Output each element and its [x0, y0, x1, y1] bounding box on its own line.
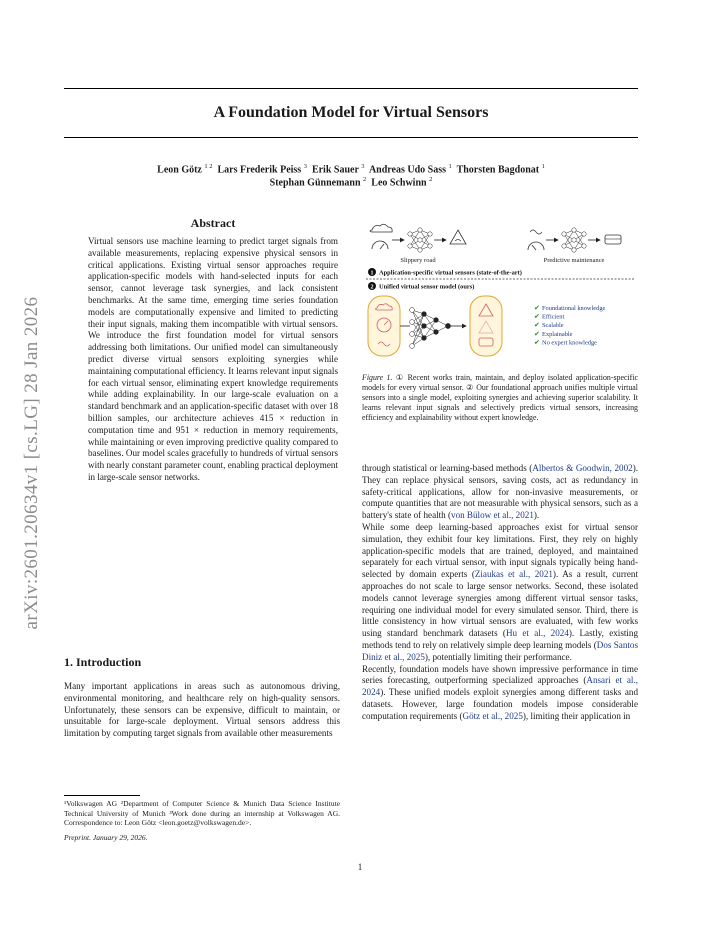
text: ), limiting their application in — [522, 710, 631, 721]
citation-link[interactable]: Götz et al., 2025 — [462, 710, 523, 721]
label-state-of-the-art: Application-specific virtual sensors (state-of-the-art) — [379, 269, 522, 277]
paper-title: A Foundation Model for Virtual Sensors — [213, 104, 489, 121]
footnote-rule — [64, 795, 140, 796]
car-icon — [605, 235, 621, 244]
neural-network-icon — [408, 228, 432, 252]
label-predictive-maintenance: Predictive maintenance — [543, 257, 605, 264]
step-2-number: 2 — [370, 284, 374, 291]
label-slippery-road: Slippery road — [400, 257, 436, 264]
checklist-item: No expert knowledge — [542, 339, 598, 347]
checkmark-icon: ✔ — [534, 338, 540, 347]
vibration-icon — [528, 230, 544, 250]
figure-1 — [362, 218, 638, 364]
author-affiliation: 1 — [448, 163, 452, 170]
caption-label: Figure 1. — [362, 373, 393, 382]
neural-network-icon — [410, 308, 451, 349]
slippery-warning-icon — [450, 230, 466, 244]
outputs-box — [470, 296, 502, 356]
checkmark-icon: ✔ — [534, 321, 540, 330]
caption-text: ① Recent works train, maintain, and deploy isolated application-specific models for every virtual sensor. ② Our foundational approach unifies multiple virtual sensors into a single model, exploiting synergies and achieving superior scalability. It learns relevant input signals and selectively predicts virtual sensors, increasing efficiency and explainability without expert knowledge. — [362, 373, 639, 422]
checklist-item: Efficient — [542, 313, 565, 321]
label-unified-model: Unified virtual sensor model (ours) — [379, 283, 475, 291]
author-name: Leon Götz — [157, 164, 202, 176]
checkmark-icon: ✔ — [534, 304, 540, 312]
gauge-icon — [372, 241, 388, 249]
step-1-number: 1 — [370, 270, 374, 277]
citation-link[interactable]: Dos Santos Diniz et al., 2025 — [362, 639, 639, 662]
section-heading-introduction: 1. Introduction — [64, 655, 142, 669]
author-name: Leo Schwinn — [371, 177, 427, 189]
author-line-2 — [64, 176, 638, 188]
maintenance-pipeline — [528, 228, 621, 264]
author-name: Andreas Udo Sass — [368, 164, 446, 176]
arxiv-identifier: arXiv:2601.20634v1 [cs.LG] 28 Jan 2026 — [21, 296, 42, 630]
text: ). As a result, current approaches do not scale to large sensor networks. Second, these isolated models cannot leverage synergies among different virtual sensor tasks, requiring one individual model for every simulated sensor. Third, there is little consistency in how virtual sensors are evaluated, with few works using standard benchmark datasets ( — [362, 569, 638, 639]
author-name: Erik Sauer — [311, 164, 359, 176]
abstract-text: Virtual sensors use machine learning to predict target signals from available measurements, replacing expensive physical sensors in critical applications. Existing virtual sensor approaches require application-specific models with hand-selected inputs for each sensor, cannot leverage task synergies, and lack consistent benchmarks. At the same time, emerging time series foundation models are computationally expensive and limited to predicting their input signals, making them incompatible with virtual sensors. We introduce the first foundation model for virtual sensors addressing both limitations. Our unified model can simultaneously predict diverse virtual sensors exploiting synergies while maintaining computational efficiency. It learns relevant input signals for each virtual sensor, eliminating expert knowledge requirements while adding explainability. In our large-scale evaluation on a standard benchmark and an application-specific dataset with over 18 billion samples, our architecture achieves 415 × reduction in computation time and 951 × reduction in memory requirements, while maintaining or even improving predictive quality compared to baselines. Our model scales gracefully to hundreds of virtual sensors with nearly constant parameter count, enabling practical deployment in large-scale sensor networks. — [88, 236, 339, 482]
checklist-item: Scalable — [542, 322, 564, 330]
footnote: ¹Volkswagen AG ²Department of Computer Science & Munich Data Science Institute Technical University of Munich ³Work done during an internship at Volkswagen AG. Correspondence to: Leon Götz <leon.goetz@volkswagen.de>. — [64, 799, 340, 827]
checklist-item: Explainable — [542, 330, 573, 338]
paragraph — [362, 664, 638, 723]
author-affiliation: 1 — [541, 163, 545, 170]
author-affiliation: 2 — [363, 176, 367, 183]
text: ). These unified models exploit synergies among different tasks and datasets. However, large foundation models impose considerable computation requirements ( — [362, 687, 638, 721]
author-name: Thorsten Bagdonat — [456, 164, 540, 176]
citation-link[interactable]: Hu et al., 2024 — [505, 628, 569, 639]
citation-link[interactable]: von Bülow et al., 2021 — [451, 510, 534, 521]
text: While some deep learning-based approaches exist for virtual sensor simulation, they exhibit four key limitations. First, they rely on highly application-specific models that are trained, deployed, and maintained separately for each virtual sensor, with input signals typically being hand-selected by domain experts ( — [362, 521, 638, 580]
citation-link[interactable]: Ansari et al., 2024 — [362, 675, 638, 698]
preprint-date: Preprint. January 29, 2026. — [64, 833, 148, 842]
text: ). Lastly, existing methods tend to rely on relatively simple deep learning models ( — [362, 628, 639, 650]
author-name: Stephan Günnemann — [269, 177, 361, 189]
abstract-heading: Abstract — [190, 216, 236, 230]
author-affiliation: 1 2 — [204, 163, 213, 170]
text: ). — [533, 510, 540, 521]
author-affiliation: 3 — [303, 163, 307, 170]
author-name: Lars Frederik Peiss — [217, 164, 302, 176]
cloud-icon — [370, 224, 392, 232]
citation-link[interactable]: Ziaukas et al., 2021 — [474, 569, 553, 580]
author-affiliation: 3 — [361, 163, 365, 170]
figure-1-caption — [362, 373, 638, 423]
author-line-1 — [64, 163, 638, 175]
checkmark-icon: ✔ — [534, 329, 540, 338]
unified-model-diagram — [368, 296, 502, 356]
inputs-box — [368, 296, 400, 356]
title-top-rule — [64, 88, 638, 89]
author-affiliation: 2 — [429, 176, 433, 183]
title-bottom-rule — [64, 137, 638, 138]
text: ). They can replace physical sensors, saving costs, act as redundancy in safety-critical applications, allow for non-invasive measurements, or compute quantities that are not measurable with physical sensors, such as a battery's state of health ( — [362, 463, 638, 521]
paragraph — [362, 522, 638, 664]
checklist-item: Foundational knowledge — [542, 305, 606, 312]
page-number: 1 — [357, 862, 363, 872]
text: Recently, foundation models have shown impressive performance in time series forecasting, outperforming specialized approaches ( — [362, 663, 638, 686]
checkmark-icon: ✔ — [534, 312, 540, 321]
citation-link[interactable]: Albertos & Goodwin, 2002 — [532, 463, 633, 473]
benefits-checklist — [534, 304, 606, 346]
paragraph — [362, 463, 638, 522]
right-column-text — [362, 463, 638, 723]
text: ), potentially limiting their performance. — [424, 651, 572, 662]
slippery-road-pipeline — [370, 224, 466, 264]
intro-paragraph: Many important applications in areas such as autonomous driving, environmental monitoring, and healthcare rely on high-quality sensors. Unfortunately, these sensors can be expensive, difficult to maintain, or unsuitable for large-scale deployment. Virtual sensors address this limitation by computing target signals from available other measurements — [64, 681, 340, 739]
text: through statistical or learning-based methods ( — [362, 463, 533, 473]
neural-network-icon — [562, 228, 586, 252]
